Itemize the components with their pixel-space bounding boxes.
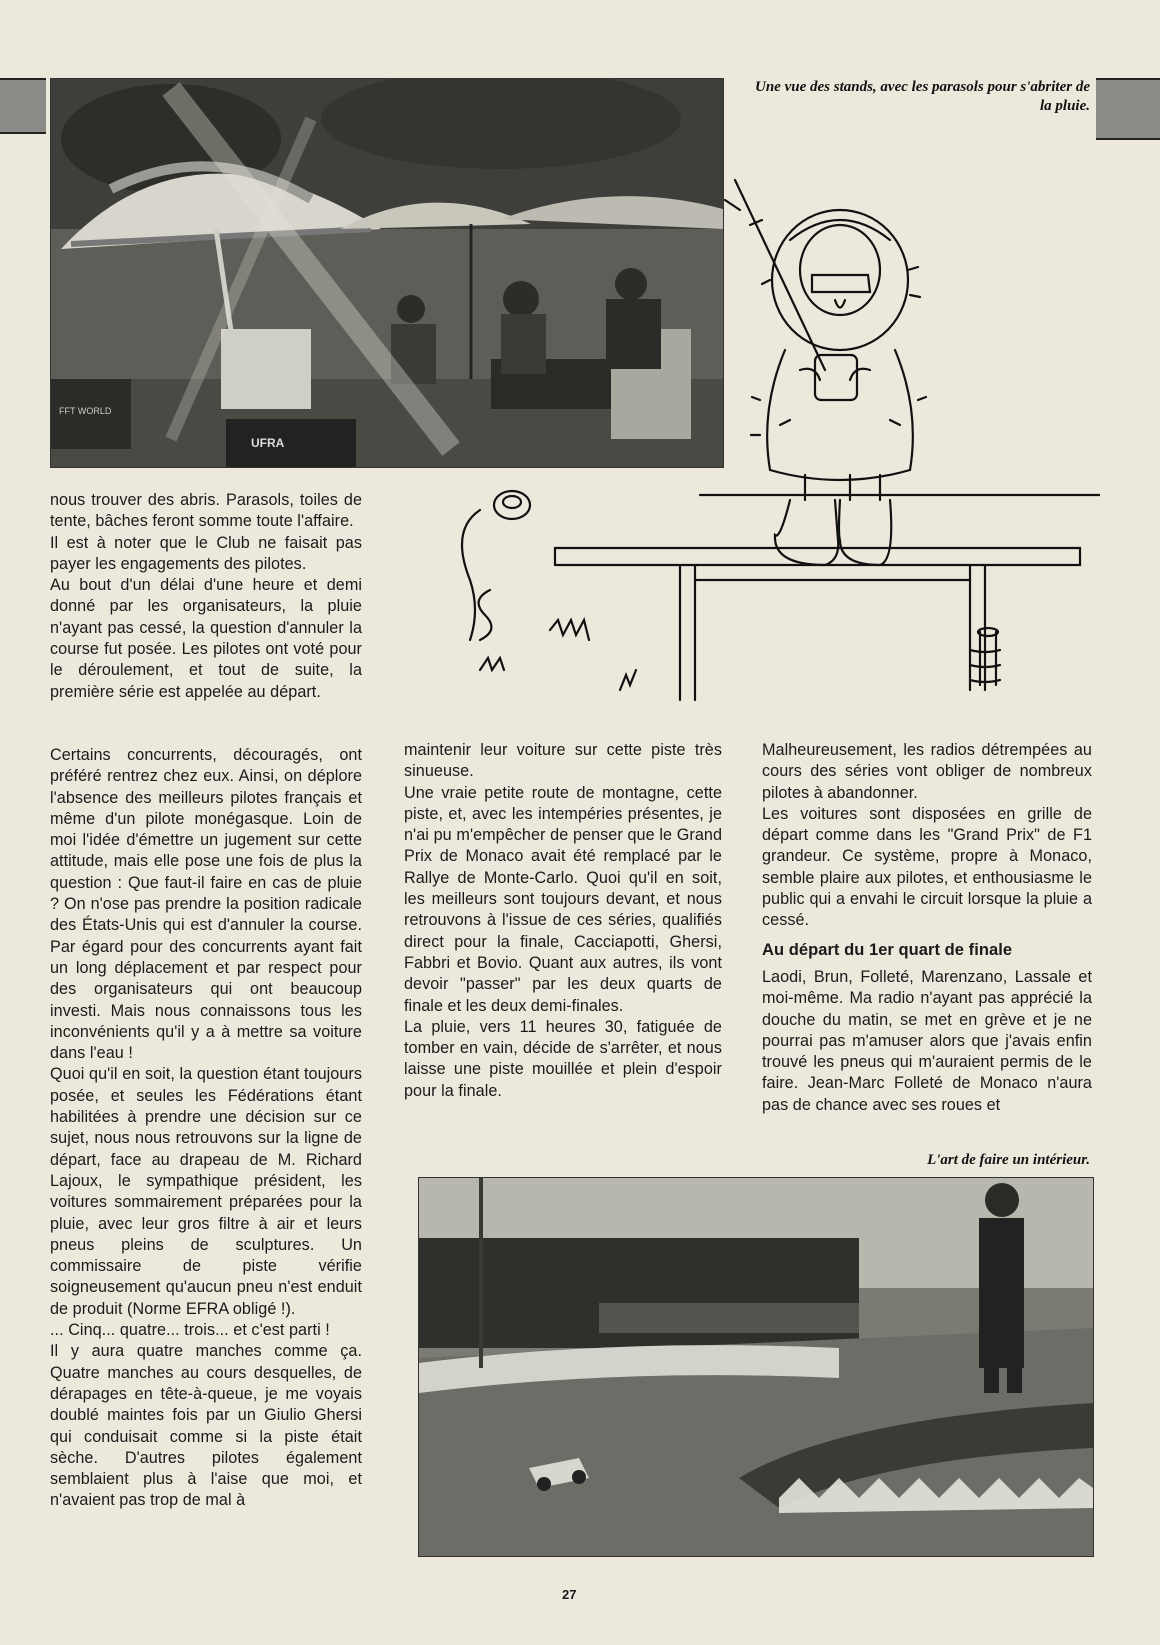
paragraph: La pluie, vers 11 heures 30, fatiguée de tomber en vain, décide de s'arrêter, et nous laisse une piste mouillée et plein d'espoir pour la finale. [404,1017,722,1100]
column-3 [762,740,1092,1116]
paragraph: maintenir leur voiture sur cette piste très sinueuse. [404,741,722,781]
cartoon-illustration [440,170,1100,710]
photo-track-image [419,1178,1093,1556]
paragraph: Laodi, Brun, Folleté, Marenzano, Lassale et moi-même. Ma radio n'ayant pas apprécié la douche du matin, se met en grève et je ne pourrai pas m'amuser alors que j'avais enfin trouvé les pneus qui m'auraient permis de le faire. Jean-Marc Folleté de Monaco n'aura pas de chance avec ses roues et [762,967,1092,1114]
caption-bottom: L'art de faire un intérieur. [927,1152,1090,1168]
paragraph: Malheureusement, les radios détrempées au cours des séries vont obliger de nombreux pilotes à abandonner. [762,741,1092,802]
column-1-top [50,490,362,703]
page-number: 27 [562,1587,577,1602]
paragraph: ... Cinq... quatre... trois... et c'est parti ! [50,1321,330,1340]
column-1-bottom [50,745,362,1512]
column-2 [404,740,722,1102]
right-margin-tab [1096,78,1160,140]
paragraph: Au bout d'un délai d'une heure et demi donné par les organisateurs, la pluie n'ayant pas cessé, la question d'annuler la course fut posée. Les pilotes ont voté pour le déroulement, et tout de suite, la première série est appelée au départ. [50,576,362,701]
paragraph: Les voitures sont disposées en grille de départ comme dans les "Grand Prix" de F1 grandeur. Ce système, propre à Monaco, semble plaire aux pilotes, et enthousiasme le public qui a envahi le circuit lorsque la pluie a cessé. [762,804,1092,930]
world-sign: FFT WORLD [59,406,112,416]
caption-top: Une vue des stands, avec les parasols pour s'abriter de la pluie. [755,79,1090,114]
paragraph: nous trouver des abris. Parasols, toiles de tente, bâches feront somme toute l'affaire. [50,491,362,531]
paragraph: Il est à noter que le Club ne faisait pas payer les engagements des pilotes. [50,533,362,573]
paragraph: Quoi qu'il en soit, la question étant toujours posée, et seules les Fédérations étant habilitées à prendre une décision sur ce sujet, nous nous retrouvons sur la ligne de départ, face au drapeau de M. Richard Lajoux, le sympathique président, les voitures sommairement préparées pour la pluie, avec leur gros filtre à air et leurs pneus pleins de sculptures. Un commissaire de piste vérifie soigneusement qu'aucun pneu n'est enduit de produit (Norme EFRA obligé !). [50,1065,362,1318]
left-margin-tab [0,78,46,134]
section-heading: Au départ du 1er quart de finale [762,940,1013,959]
photo-track [418,1177,1094,1557]
ufra-sign: UFRA [251,436,285,450]
paragraph: Certains concurrents, découragés, ont préféré rentrez chez eux. Ainsi, on déplore l'absence des meilleurs pilotes français et même d'un pilote monégasque. Loin de moi l'idée d'émettre un jugement sur cette attitude, mais elle pose une fois de plus la question : Que faut-il faire en cas de pluie ? On n'ose pas prendre la position radicale des États-Unis qui est d'annuler la course. Par égard pour des concurrents ayant fait un long déplacement et par respect pour des organisateurs qui ont beaucoup investi. Mais nous connaissons tous les inconvénients qu'il y a à mettre sa voiture dans l'eau ! [50,746,362,1063]
paragraph: Il y aura quatre manches comme ça. Quatre manches au cours desquelles, de dérapages en tête-à-queue, je me voyais doublé maintes fois par un Giulio Ghersi qui conduisait comme si la piste était sèche. D'autres pilotes également semblaient plus à l'aise que moi, et n'avaient pas trop de mal à [50,1342,362,1510]
paragraph: Une vraie petite route de montagne, cette piste, et, avec les intempéries présentes, je n'ai pu m'empêcher de penser que le Grand Prix de Monaco avait été remplacé par le Rallye de Monte-Carlo. Quoi qu'il en soit, les meilleurs sont toujours devant, et nous retrouvons à l'issue de ces séries, qualifiés direct pour la finale, Cacciapotti, Ghersi, Fabbri et Bovio. Quant aux autres, ils vont devoir "passer" par les deux quarts de finale et les deux demi-finales. [404,783,722,1015]
